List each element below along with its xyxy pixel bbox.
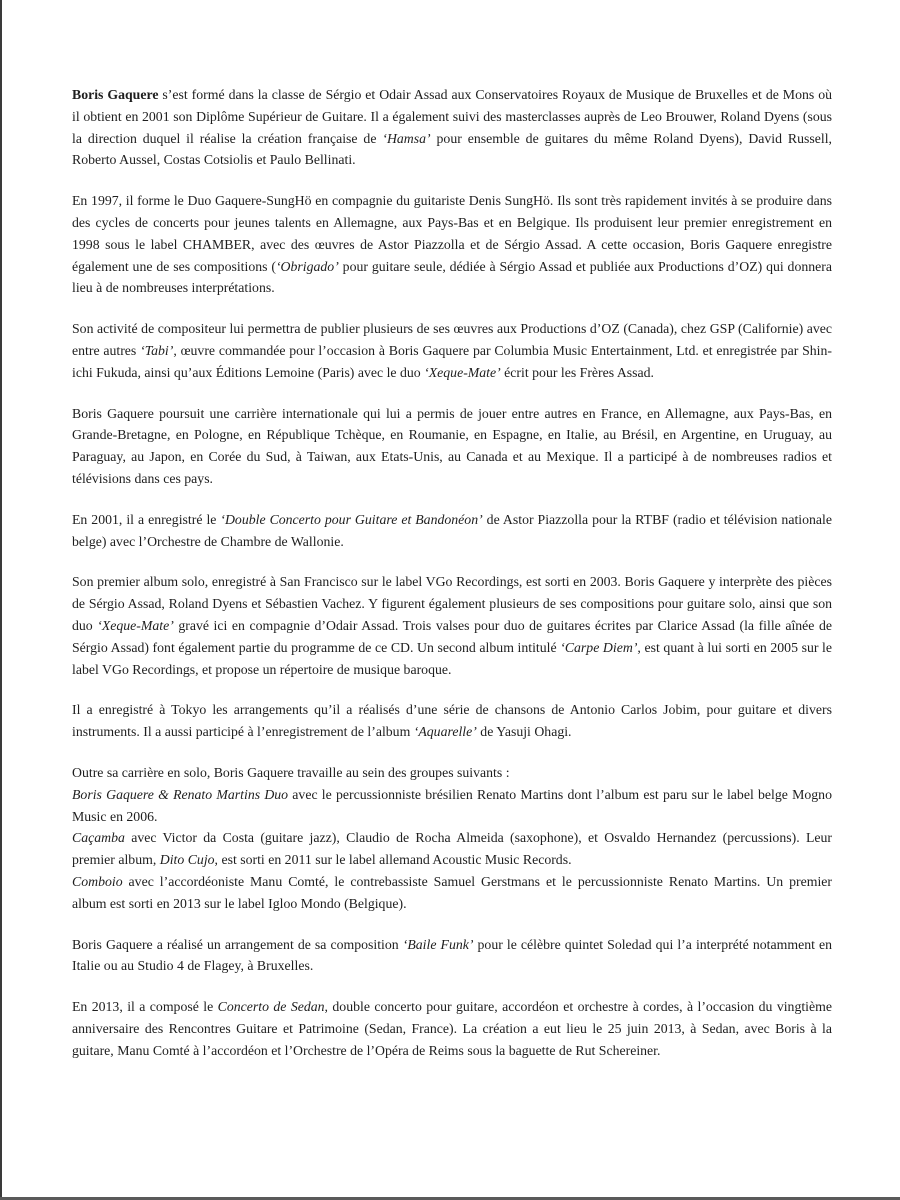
text-run: Il a enregistré à Tokyo les arrangements qu’il a réalisés d’une série de chansons de Antonio Carlos Jobim, pour guitare et divers instruments. Il a aussi participé à l’enregistrement de l’album [72, 702, 832, 740]
text-run: s’est formé dans la classe de Sérgio et Odair Assad aux Conservatoires Royaux de Musique de Bruxelles et de Mons où il obtient en 2001 son Diplôme Supérieur de Guitare. Il a également suivi des masterclasses auprès de Leo Brouwer, Roland Dyens (sous la direction duquel il réalise la création française de [72, 87, 832, 146]
text-run: Boris Gaquere poursuit une carrière internationale qui lui a permis de jouer entre autres en France, en Allemagne, aux Pays-Bas, en Grande-Bretagne, en Pologne, en République Tchèque, en Roumanie, en Espagne, en Italie, au Brésil, en Argentine, en Uruguay, au Paraguay, au Japon, en Corée du Sud, à Taiwan, aux Etats-Unis, au Canada et au Mexique. Il a participé à de nombreuses radios et télévisions dans ces pays. [72, 405, 832, 486]
italic-title: Dito Cujo [159, 852, 215, 868]
text-run: , double concerto pour guitare, accordéon et orchestre à cordes, à l’occasion du vingtième anniversaire des Rencontres Guitare et Patrimoine (Sedan, France). La création a eut lieu le 25 juin 2013, à Sedan, avec Boris à la guitare, Manu Comté à l’accordéon et l’Orchestre de l’Opéra de Reims sous la baguette de Rut Schereiner. [72, 999, 832, 1058]
italic-title: Comboio [72, 873, 123, 889]
paragraph-6 [72, 571, 832, 680]
paragraph-5 [72, 509, 832, 553]
text-run: avec le percussionniste brésilien Renato Martins dont l’album est paru sur le label belge Mogno Music en 2006. [72, 786, 832, 824]
text-run: En 2013, il a composé le [72, 999, 218, 1015]
italic-title: ‘Aquarelle’ [413, 724, 477, 740]
bold-name: Boris Gaquere [72, 87, 159, 102]
italic-title: Concerto de Sedan [217, 999, 325, 1015]
paragraph-12 [72, 934, 832, 978]
italic-title: ‘Xeque-Mate’ [97, 617, 174, 633]
text-run: , est quant à lui sorti en 2005 sur le label VGo Recordings, et propose un répertoire de musique baroque. [72, 639, 833, 677]
paragraph-10 [72, 827, 832, 871]
text-run: pour le célèbre quintet Soledad qui l’a interprété notamment en Italie ou au Studio 4 de Flagey, à Bruxelles. [72, 936, 833, 974]
text-run: En 2001, il a enregistré le [72, 511, 221, 527]
text-run: gravé ici en compagnie d’Odair Assad. Trois valses pour duo de guitares écrites par Clarice Assad (la fille aînée de Sérgio Assad) font également partie du programme de ce CD. Un second album intitulé [72, 617, 832, 655]
paragraph-7 [72, 699, 832, 743]
text-run: avec Victor da Costa (guitare jazz), Claudio de Rocha Almeida (saxophone), et Osvaldo Hernandez (percussions). Leur premier album, [72, 830, 832, 868]
paragraph-1 [72, 84, 832, 171]
text-run: , œuvre commandée pour l’occasion à Boris Gaquere par Columbia Music Entertainment, Ltd. et enregistrée par Shin-ichi Fukuda, ainsi qu’aux Éditions Lemoine (Paris) avec le duo [72, 342, 832, 380]
italic-title: ‘Baile Funk’ [402, 936, 474, 952]
italic-title: ‘Carpe Diem’ [560, 639, 638, 655]
text-run: avec l’accordéoniste Manu Comté, le contrebassiste Samuel Gerstmans et le percussionniste Renato Martins. Un premier album est sorti en 2013 sur le label Igloo Mondo (Belgique). [72, 873, 832, 911]
italic-title: Caçamba [72, 830, 125, 846]
italic-title: Boris Gaquere & Renato Martins Duo [72, 786, 289, 802]
italic-title: ‘Tabi’ [140, 342, 174, 358]
paragraph-9 [72, 784, 832, 828]
page-left-edge [0, 0, 2, 1200]
paragraph-4 [72, 403, 832, 490]
paragraph-13 [72, 996, 832, 1061]
text-run: Son premier album solo, enregistré à San Francisco sur le label VGo Recordings, est sorti en 2003. Boris Gaquere y interprète des pièces de Sérgio Assad, Roland Dyens et Sébastien Vachez. Y figurent également plusieurs de ses compositions pour guitare solo, ainsi que son duo [72, 574, 832, 633]
biography-text [72, 84, 832, 1061]
text-run: écrit pour les Frères Assad. [500, 364, 654, 380]
text-run: Boris Gaquere a réalisé un arrangement de sa composition [72, 936, 403, 952]
text-run: , est sorti en 2011 sur le label allemand Acoustic Music Records. [214, 852, 572, 868]
text-run: de Astor Piazzolla pour la RTBF (radio et télévision nationale belge) avec l’Orchestre de Chambre de Wallonie. [72, 511, 832, 549]
italic-title: ‘Double Concerto pour Guitare et Bandonéon’ [220, 511, 483, 527]
italic-title: ‘Xeque-Mate’ [424, 364, 501, 380]
paragraph-3 [72, 318, 832, 383]
paragraph-11 [72, 871, 832, 915]
italic-title: ‘Hamsa’ [382, 130, 431, 146]
paragraph-8 [72, 762, 832, 784]
text-run: de Yasuji Ohagi. [476, 724, 572, 740]
text-run: Son activité de compositeur lui permettra de publier plusieurs de ses œuvres aux Productions d’OZ (Canada), chez GSP (Californie) avec entre autres [72, 321, 832, 358]
paragraph-2 [72, 190, 832, 299]
text-run: Outre sa carrière en solo, Boris Gaquere travaille au sein des groupes suivants : [72, 764, 510, 780]
text-run: En 1997, il forme le Duo Gaquere-SungHö en compagnie du guitariste Denis SungHö. Ils sont très rapidement invités à se produire dans des cycles de concerts pour jeunes talents en Allemagne, aux Pays-Bas et en Belgique. Ils produisent leur premier enregistrement en 1998 sous le label CHAMBER, avec des œuvres de Astor Piazzolla et de Sérgio Assad. A cette occasion, Boris Gaquere enregistre également une de ses compositions ( [72, 193, 832, 274]
text-run: pour guitare seule, dédiée à Sérgio Assad et publiée aux Productions d’OZ) qui donnera lieu à de nombreuses interprétations. [72, 258, 832, 296]
text-run: pour ensemble de guitares du même Roland Dyens), David Russell, Roberto Aussel, Costas Cotsiolis et Paulo Bellinati. [72, 130, 832, 168]
italic-title: ‘Obrigado’ [275, 258, 339, 274]
